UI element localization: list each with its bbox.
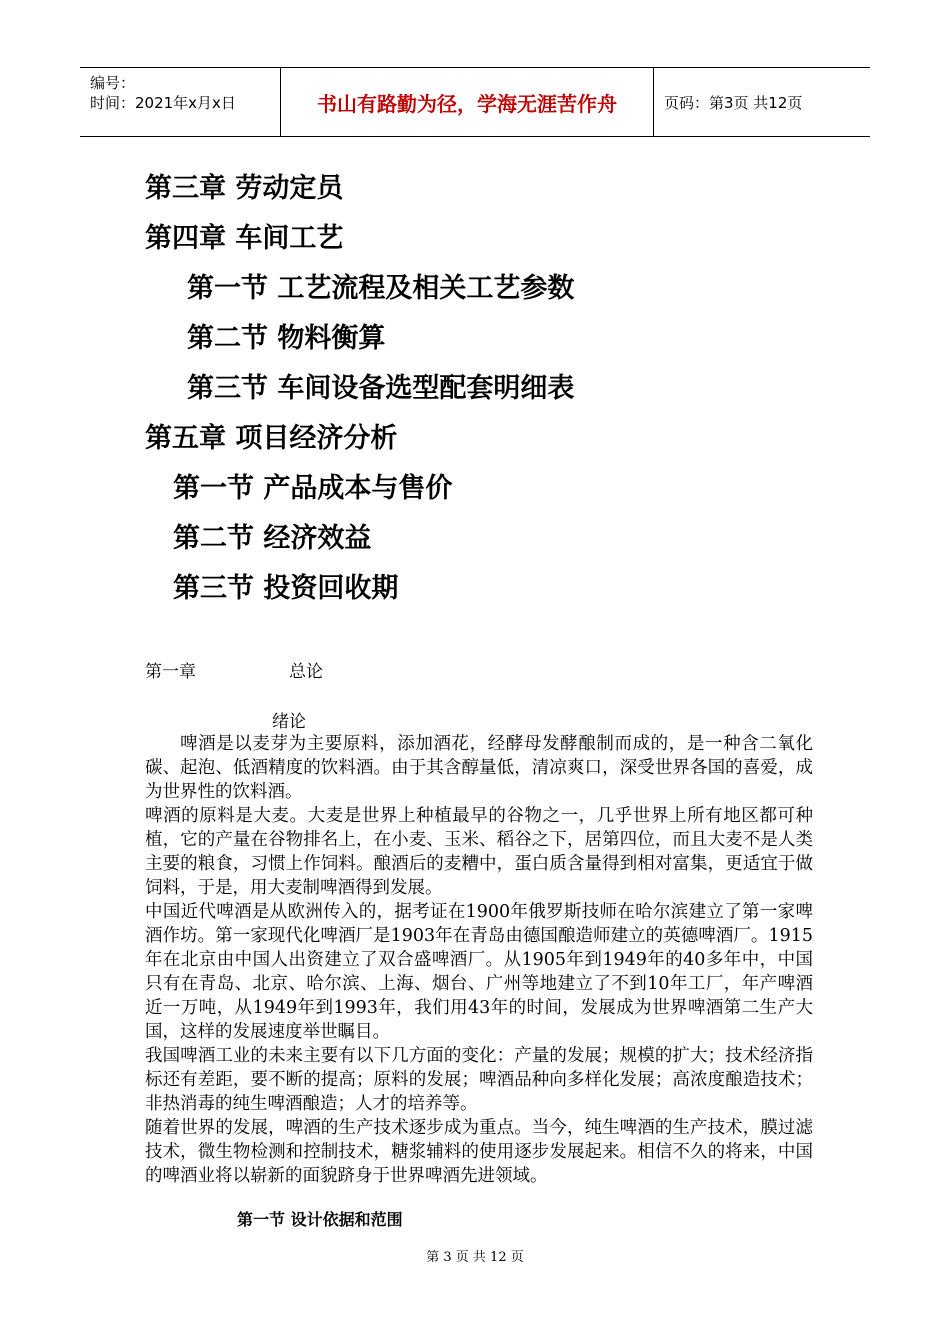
toc-chapter-5-section-1: 第一节 产品成本与售价 — [173, 473, 453, 504]
chapter-number: 第一章 — [145, 662, 196, 682]
section-title: 绪论 — [272, 712, 306, 732]
toc-chapter-3: 第三章 劳动定员 — [145, 173, 344, 204]
subsection-heading: 第一节 设计依据和范围 — [237, 1210, 403, 1229]
header-motto-cell — [281, 68, 654, 136]
toc-chapter-5-section-2: 第二节 经济效益 — [173, 523, 372, 554]
header-page-cell — [654, 68, 870, 136]
document-header — [80, 67, 870, 137]
toc-chapter-5-section-3: 第三节 投资回收期 — [173, 573, 399, 604]
page-footer: 第 3 页 共 12 页 — [426, 1250, 524, 1265]
paragraph: 啤酒的原料是大麦。大麦是世界上种植最早的谷物之一，几乎世界上所有地区都可种植，它的产量在谷物排名上，在小麦、玉米、稻谷之下，居第四位，而且大麦不是人类主要的粮食，习惯上作饲料。酿酒后的麦糟中，蛋白质含量得到相对富集，更适宜于做饲料，于是，用大麦制啤酒得到发展。 — [145, 806, 813, 898]
toc-chapter-4: 第四章 车间工艺 — [145, 223, 344, 254]
paragraph: 啤酒是以麦芽为主要原料，添加酒花，经酵母发酵酿制而成的，是一种含二氧化碳、起泡、低酒精度的饮料酒。由于其含醇量低，清凉爽口，深受世界各国的喜爱，成为世界性的饮料酒。 — [145, 734, 813, 802]
toc-chapter-4-section-2: 第二节 物料衡算 — [187, 323, 386, 354]
header-meta-cell — [80, 68, 281, 136]
chapter-title: 总论 — [289, 662, 323, 682]
paragraph: 中国近代啤酒是从欧洲传入的，据考证在1900年俄罗斯技师在哈尔滨建立了第一家啤酒作坊。第一家现代化啤酒厂是1903年在青岛由德国酿造师建立的英德啤酒厂。1915年在北京由中国人出资建立了双合盛啤酒厂。从1905年到1949年的40多年中，中国只有在青岛、北京、哈尔滨、上海、烟台、广州等地建立了不到10年工厂，年产啤酒近一万吨，从1949年到1993年，我们用43年的时间，发展成为世界啤酒第二生产大国，这样的发展速度举世瞩目。 — [145, 902, 813, 1042]
paragraph: 我国啤酒工业的未来主要有以下几方面的变化：产量的发展；规模的扩大；技术经济指标还有差距，要不断的提高；原料的发展；啤酒品种向多样化发展；高浓度酿造技术；非热消毒的纯生啤酒酿造；人才的培养等。 — [145, 1046, 813, 1114]
paragraph: 随着世界的发展，啤酒的生产技术逐步成为重点。当今，纯生啤酒的生产技术，膜过滤技术，微生物检测和控制技术，糖浆辅料的使用逐步发展起来。相信不久的将来，中国的啤酒业将以崭新的面貌跻身于世界啤酒先进领域。 — [145, 1118, 813, 1186]
toc-chapter-4-section-1: 第一节 工艺流程及相关工艺参数 — [187, 273, 575, 304]
toc-chapter-5: 第五章 项目经济分析 — [145, 423, 398, 454]
body-text — [145, 732, 813, 1188]
toc-chapter-4-section-3: 第三节 车间设备选型配套明细表 — [187, 373, 575, 404]
document-date-label: 时间：2021年x月x日 — [90, 94, 236, 112]
header-page-label: 页码：第3页 共12页 — [664, 93, 803, 112]
document-number-label: 编号： — [90, 74, 136, 92]
header-motto: 书山有路勤为径，学海无涯苦作舟 — [317, 91, 617, 116]
